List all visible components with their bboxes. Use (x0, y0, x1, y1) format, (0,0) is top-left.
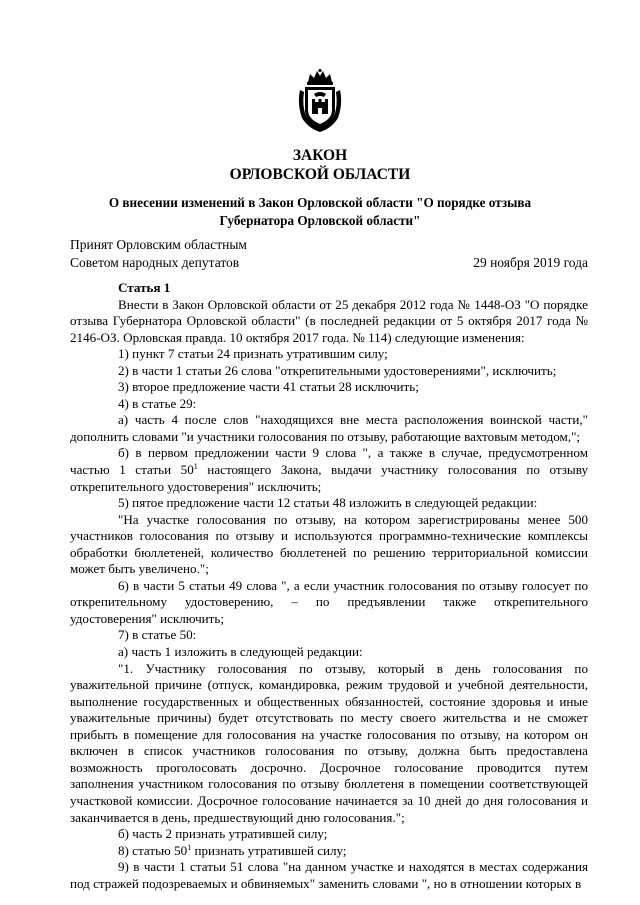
orel-region-coat-of-arms-icon (296, 68, 344, 134)
adoption-block (70, 236, 247, 272)
list-item: а) часть 1 изложить в следующей редакции: (118, 644, 363, 660)
list-item: а) часть 4 после слов "находящихся вне места расположения воинской части," дополнить словами "и участники голосования по отзыву, работающие вахтовым методом,"; (70, 412, 588, 444)
law-subtitle: О внесении изменений в Закон Орловской области "О порядке отзыва Губернатора Орловской области" (108, 195, 532, 228)
adoption-line-2: Советом народных депутатов (70, 255, 240, 270)
list-item: 6) в части 5 статьи 49 слова ", а если участник голосования по отзыву голосует по открепительному удостоверению, – по предъявлении также открепительного удостоверения" исключить; (70, 577, 588, 626)
list-item: 1) пункт 7 статьи 24 признать утратившим силу; (118, 346, 388, 362)
list-item: 8) статью $50^1$ признать утратившей силу; (118, 842, 347, 858)
list-item: б) в первом предложении части 9 слова ", а также в случае, предусмотренном частью 1 статьи $50^1$ настоящего Закона, выдачи участнику голосования по отзыву открепительного удостоверения" исключить; (70, 445, 588, 494)
list-item: 9) в части 1 статьи 51 слова "на данном участке и находятся в местах содержания под стражей подозреваемых и обвиняемых" заменить словами ", но в отношении которых в (70, 859, 588, 891)
list-item: 2) в части 1 статьи 26 слова "открепительными удостоверениями", исключить; (118, 362, 557, 378)
region-title: ОРЛОВСКОЙ ОБЛАСТИ (229, 166, 411, 183)
adoption-date: 29 ноября 2019 года (473, 255, 588, 270)
article-body (70, 280, 588, 892)
quoted-text: "1. Участнику голосования по отзыву, который в день голосования по уважительной причине (отпуск, командировка, режим трудовой и учебной деятельности, выполнение государственных и общественных обязанностей, состояние здоровья и иные уважительные причины) будет отсутствовать по месту своего жительства и не сможет прибыть в помещение для голосования на участке голосования по отзыву, на котором он включен в список участников голосования по отзыву, должна быть предоставлена возможность проголосовать досрочно. Досрочное голосование проводится путем заполнения участником голосования по отзыву бюллетеня в помещении соответствующей участковой комиссии. Досрочное голосование начинается за 10 дней до дня голосования и заканчивается в день, предшествующий дню голосования."; (70, 660, 588, 825)
list-item: 3) второе предложение части 41 статьи 28 исключить; (118, 379, 419, 395)
article-intro: Внести в Закон Орловской области от 25 декабря 2012 года № 1448-ОЗ "О порядке отзыва Губернатора Орловской области" (в последней редакции от 5 октября 2017 года № 2146-ОЗ. Орловская правда. 10 октября 2017 года. № 114) следующие изменения: (70, 296, 588, 345)
list-item: 7) в статье 50: (118, 627, 197, 643)
law-title: ЗАКОН (292, 147, 348, 164)
list-item: 5) пятое предложение части 12 статьи 48 изложить в следующей редакции: (118, 495, 538, 511)
article-heading: Статья 1 (118, 280, 171, 295)
adoption-line-1: Принят Орловским областным (70, 237, 247, 252)
list-item: 4) в статье 29: (118, 395, 197, 411)
list-item: б) часть 2 признать утратившей силу; (118, 826, 328, 842)
quoted-text: "На участке голосования по отзыву, на котором зарегистрированы менее 500 участников голосования по отзыву и используются программно-технические комплексы обработки бюллетеней, количество бюллетеней по решению территориальной комиссии может быть увеличено."; (70, 511, 588, 577)
